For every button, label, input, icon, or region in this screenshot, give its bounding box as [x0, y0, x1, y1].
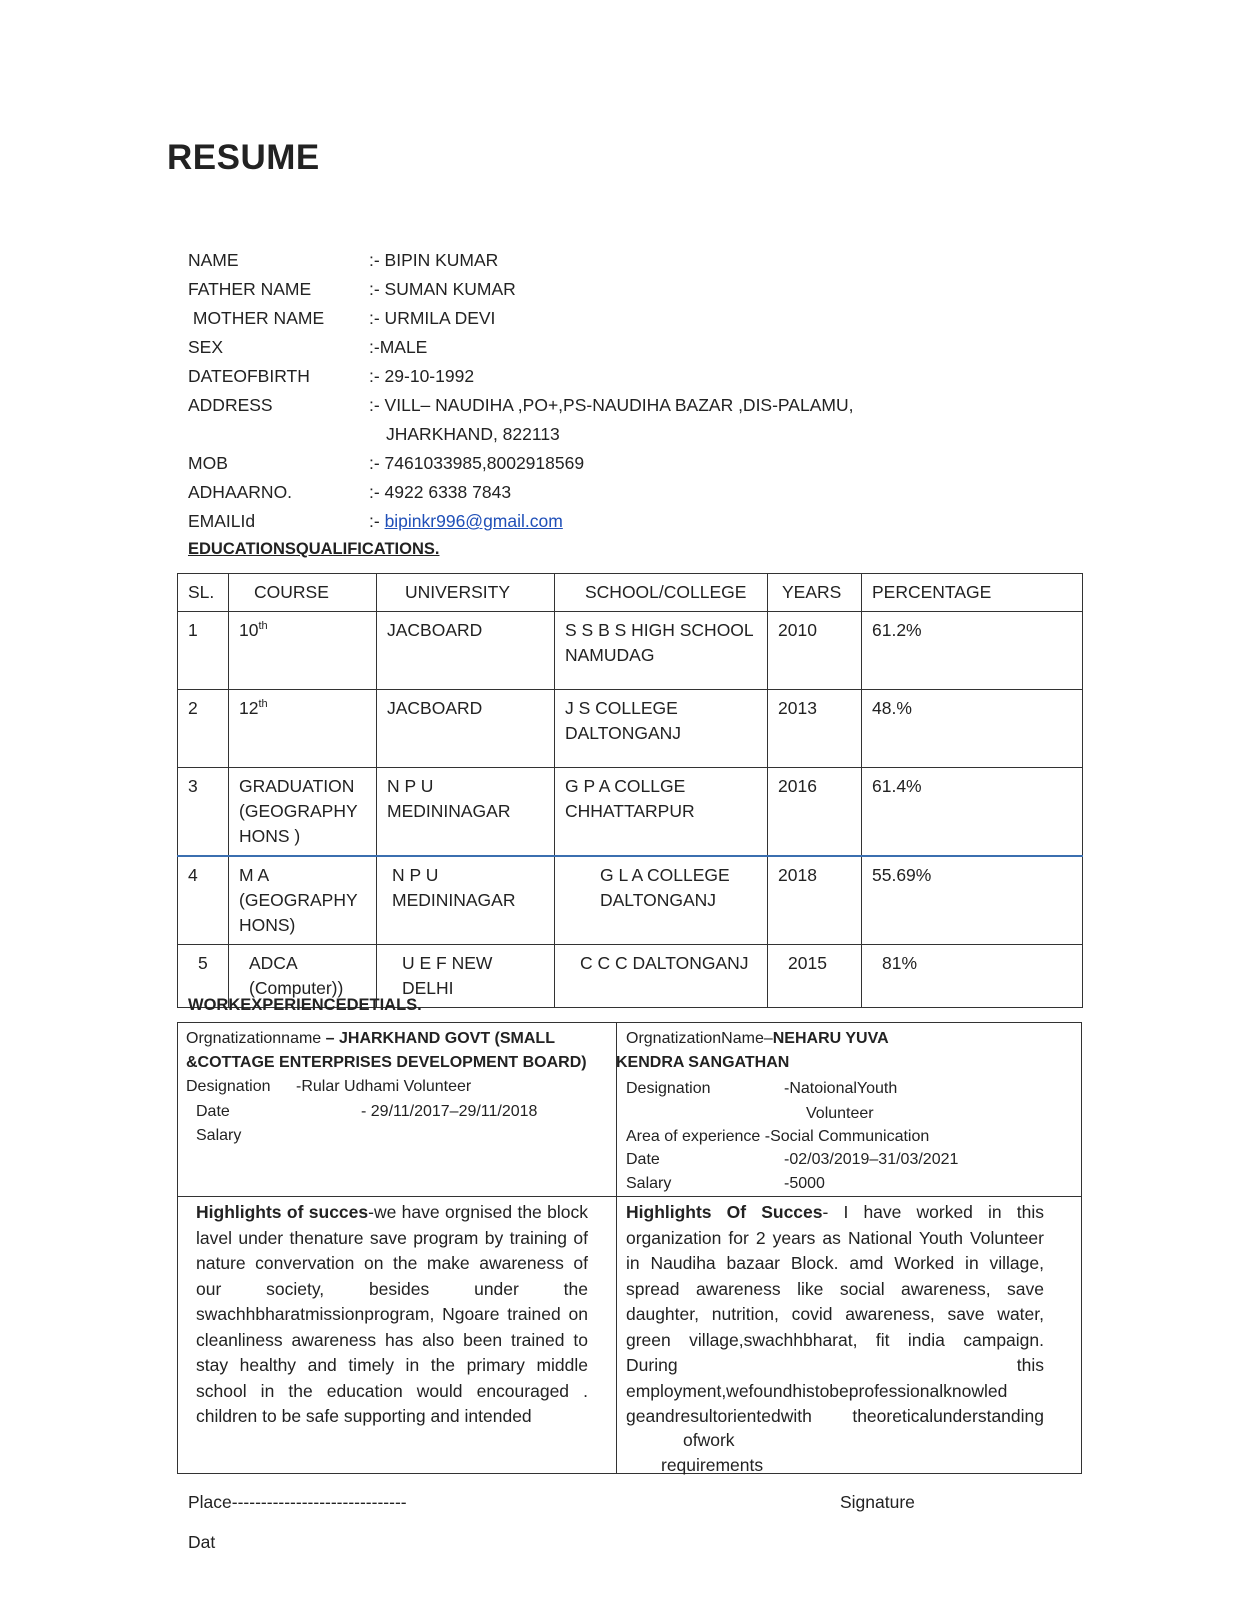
cell-percent: 61.2% — [862, 612, 1083, 690]
left-salary-label: Salary — [196, 1127, 242, 1144]
email-label: EMAILId — [188, 511, 256, 531]
right-salary-label: Salary — [626, 1175, 672, 1192]
father-name-value: :- SUMAN KUMAR — [369, 279, 516, 299]
cell-sl: 2 — [178, 690, 229, 768]
cell-percent: 81% — [862, 945, 1083, 1008]
right-org-name: NEHARU YUVA — [772, 1030, 889, 1047]
col-header-percentage: PERCENTAGE — [862, 574, 1083, 612]
right-date-value: -02/03/2019–31/03/2021 — [784, 1151, 959, 1168]
education-heading: EDUCATIONSQUALIFICATIONS. — [188, 540, 440, 558]
cell-university: N P U MEDININAGAR — [377, 856, 555, 945]
col-header-sl: SL. — [178, 574, 229, 612]
cell-university: N P U MEDININAGAR — [377, 768, 555, 857]
cell-university: U E F NEW DELHI — [377, 945, 555, 1008]
cell-course — [229, 612, 377, 690]
aadhaar-label: ADHAARNO. — [188, 482, 293, 502]
signature-label: Signature — [840, 1492, 915, 1512]
left-org-prefix: Orgnatizationname — [186, 1030, 326, 1047]
right-date-label: Date — [626, 1151, 660, 1168]
cell-sl: 5 — [178, 945, 229, 1008]
name-value: :- BIPIN KUMAR — [369, 250, 499, 270]
left-org-name-line2: &COTTAGE ENTERPRISES DEVELOPMENT BOARD) — [186, 1054, 587, 1071]
cell-course: GRADUATION (GEOGRAPHY HONS ) — [229, 768, 377, 857]
right-org-prefix: OrgnatizationName– — [626, 1030, 773, 1047]
father-name-label: FATHER NAME — [188, 279, 312, 299]
right-highlights-label: Highlights Of Succes — [626, 1202, 823, 1222]
course-text: 10 — [239, 620, 259, 640]
column-divider — [616, 1023, 617, 1473]
sex-label: SEX — [188, 337, 224, 357]
left-highlights — [196, 1200, 588, 1430]
table-row — [178, 768, 1083, 857]
cell-percent: 48.% — [862, 690, 1083, 768]
cell-year: 2016 — [768, 768, 862, 857]
address-label: ADDRESS — [188, 395, 273, 415]
name-label: NAME — [188, 250, 239, 270]
right-org-name-line2: KENDRA SANGATHAN — [616, 1054, 790, 1071]
cell-course: ADCA (Computer)) — [229, 945, 377, 1008]
course-sup: th — [258, 620, 268, 632]
mobile-label: MOB — [188, 453, 228, 473]
mother-name-label: MOTHER NAME — [188, 308, 325, 328]
cell-sl: 4 — [178, 856, 229, 945]
left-highlights-label: Highlights of succes — [196, 1202, 369, 1222]
cell-school: S S B S HIGH SCHOOL NAMUDAG — [555, 612, 768, 690]
email-row — [369, 511, 563, 532]
mobile-value: :- 7461033985,8002918569 — [369, 453, 585, 473]
cell-percent: 55.69% — [862, 856, 1083, 945]
left-org-line1 — [186, 1027, 555, 1051]
cell-university: JACBOARD — [377, 690, 555, 768]
cell-school: G P A COLLGE CHHATTARPUR — [555, 768, 768, 857]
col-header-years: YEARS — [768, 574, 862, 612]
cell-year: 2013 — [768, 690, 862, 768]
left-highlights-text: -we have orgnised the block lavel under thenature save program by training of nature convervation on the make awareness of our society, besides under the swachhbharatmissionprogram, Ngoare trained on cleanliness awareness has also been trained to stay healthy and timely in the primary middle school in the education would encouraged . children to be safe supporting and intended — [196, 1202, 588, 1426]
right-highlights-tail1: ofwork — [683, 1430, 735, 1450]
cell-year: 2015 — [768, 945, 862, 1008]
table-row — [178, 690, 1083, 768]
right-designation-label: Designation — [626, 1080, 711, 1097]
date-field: Dat — [188, 1532, 216, 1552]
course-text: 12 — [239, 698, 259, 718]
address-value: :- VILL– NAUDIHA ,PO+,PS-NAUDIHA BAZAR ,DIS-PALAMU, — [369, 395, 854, 415]
cell-year: 2010 — [768, 612, 862, 690]
email-prefix: :- — [369, 511, 385, 531]
cell-school: J S COLLEGE DALTONGANJ — [555, 690, 768, 768]
resume-title: RESUME — [167, 138, 320, 177]
work-heading: WORKEXPERIENCEDETIALS. — [188, 996, 422, 1014]
table-row — [178, 612, 1083, 690]
right-highlights-tail2: requirements — [661, 1455, 764, 1475]
left-designation-value: -Rular Udhami Volunteer — [296, 1078, 472, 1095]
education-table — [177, 573, 1083, 1008]
left-date-label: Date — [196, 1103, 230, 1120]
right-salary-value: -5000 — [784, 1175, 825, 1192]
place-field: Place------------------------------ — [188, 1492, 407, 1512]
cell-school: C C C DALTONGANJ — [555, 945, 768, 1008]
cell-sl: 1 — [178, 612, 229, 690]
right-designation-value: -NatoionalYouth — [784, 1080, 898, 1097]
cell-course: M A (GEOGRAPHY HONS) — [229, 856, 377, 945]
cell-percent: 61.4% — [862, 768, 1083, 857]
right-highlights — [626, 1200, 1044, 1430]
cell-school: G L A COLLEGE DALTONGANJ — [555, 856, 768, 945]
right-org-line1 — [626, 1027, 889, 1051]
right-designation-value2: Volunteer — [806, 1105, 874, 1122]
cell-university: JACBOARD — [377, 612, 555, 690]
left-designation-label: Designation — [186, 1078, 271, 1095]
right-highlights-text: - I have worked in this organization for 2 years as National Youth Volunteer in Naudiha bazaar Block. amd Worked in village, spread awareness like social awareness, save daughter, nutrition, covid awareness, save water, green village,swachhbharat, fit india campaign. During this employment,wefoundhistobeprofessionalknowled geandresultorientedwith theoreticalunderstanding — [626, 1202, 1045, 1426]
dob-label: DATEOFBIRTH — [188, 366, 310, 386]
email-link[interactable]: bipinkr996@gmail.com — [384, 511, 563, 531]
aadhaar-value: :- 4922 6338 7843 — [369, 482, 512, 502]
col-header-school: SCHOOL/COLLEGE — [555, 574, 768, 612]
address-value-line2: JHARKHAND, 822113 — [386, 424, 560, 444]
work-experience-box — [177, 1022, 1082, 1474]
cell-course — [229, 690, 377, 768]
left-date-value: - 29/11/2017–29/11/2018 — [361, 1103, 538, 1120]
col-header-university: UNIVERSITY — [377, 574, 555, 612]
mother-name-value: :- URMILA DEVI — [369, 308, 496, 328]
sex-value: :-MALE — [369, 337, 428, 357]
dob-value: :- 29-10-1992 — [369, 366, 475, 386]
row-divider — [178, 1196, 1081, 1197]
education-header-row — [178, 574, 1083, 612]
cell-year: 2018 — [768, 856, 862, 945]
cell-sl: 3 — [178, 768, 229, 857]
table-row — [178, 856, 1083, 945]
left-org-name: – JHARKHAND GOVT (SMALL — [325, 1030, 555, 1047]
course-sup: th — [258, 698, 268, 710]
col-header-course: COURSE — [229, 574, 377, 612]
right-area: Area of experience -Social Communication — [626, 1128, 930, 1145]
